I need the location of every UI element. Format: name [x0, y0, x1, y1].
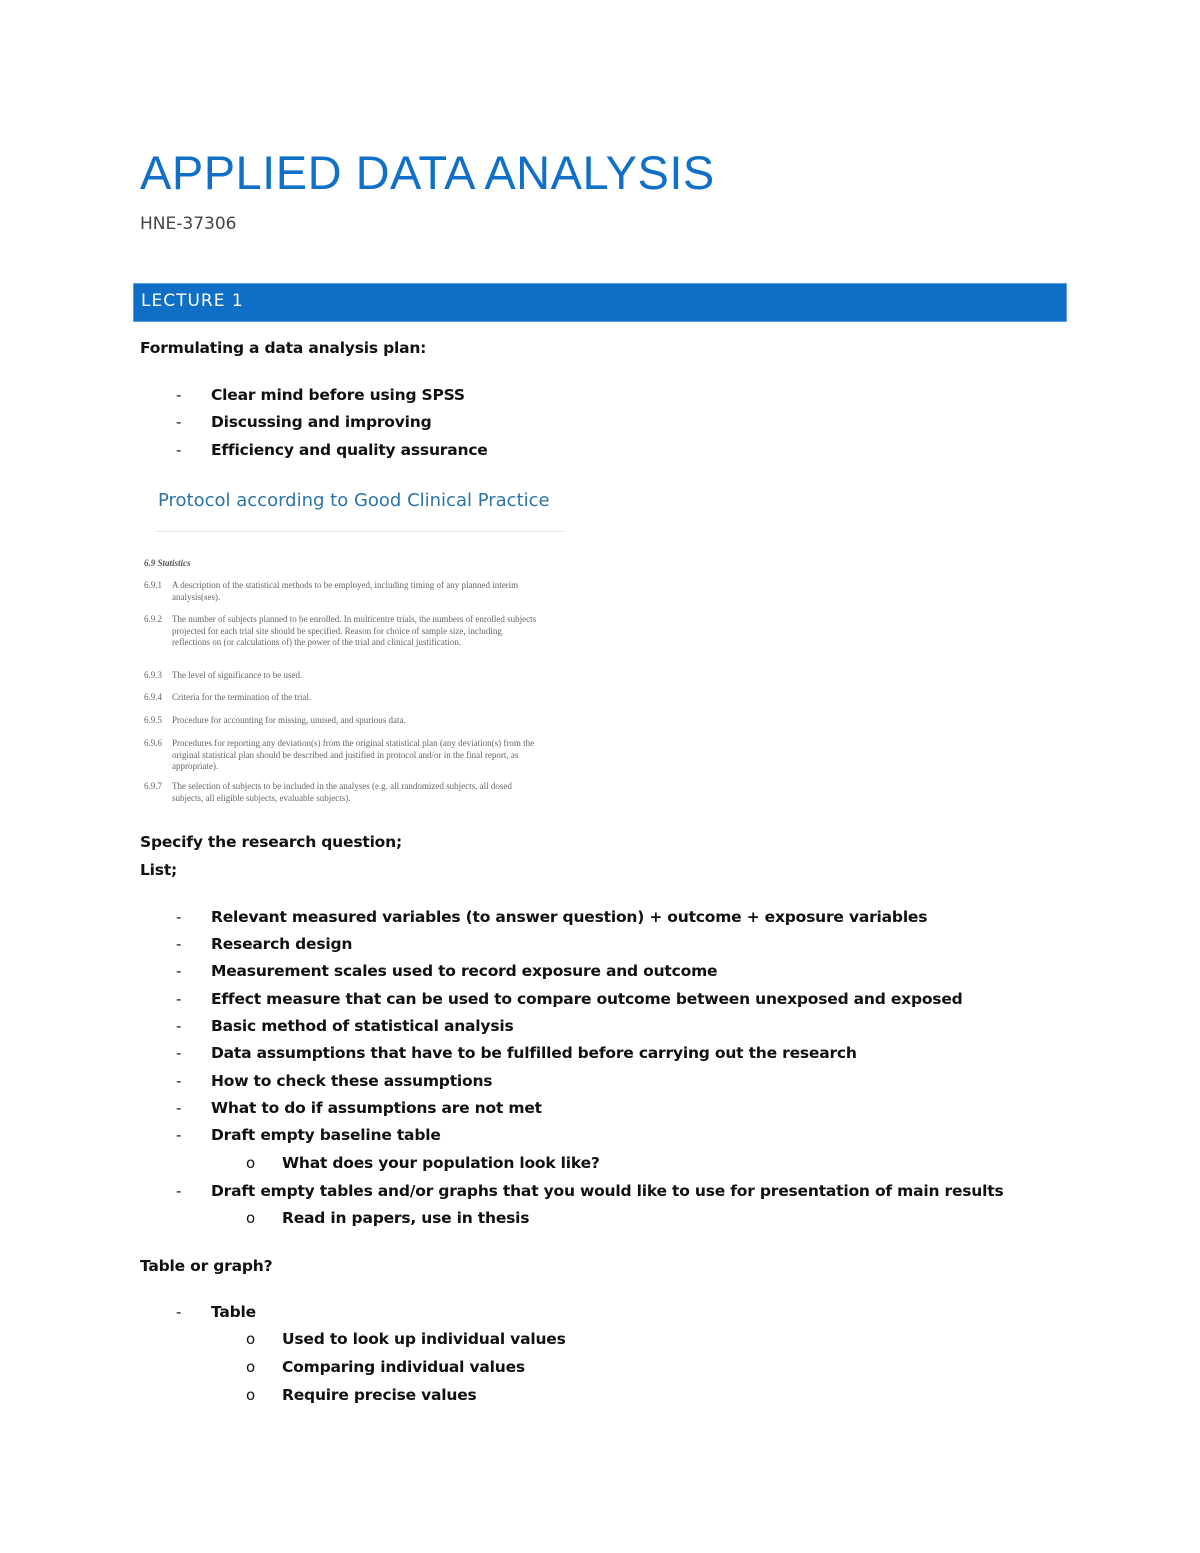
section-heading: LECTURE 1	[141, 291, 244, 311]
dash-bullet-icon: -	[176, 908, 182, 926]
plan-intro: Formulating a data analysis plan:	[140, 339, 427, 357]
statistics-heading: 6.9 Statistics	[144, 558, 191, 568]
list-item: Effect measure that can be used to compare outcome between unexposed and exposed	[211, 990, 963, 1008]
dash-bullet-icon: -	[176, 1072, 182, 1090]
list-item: How to check these assumptions	[211, 1072, 493, 1090]
dash-bullet-icon: -	[176, 1126, 182, 1144]
list-item: Measurement scales used to record exposure and outcome	[211, 962, 718, 980]
sub-list-item: Used to look up individual values	[282, 1330, 566, 1348]
dash-bullet-icon: -	[176, 1303, 182, 1321]
list-item: Draft empty baseline table	[211, 1126, 441, 1144]
dash-bullet-icon: -	[176, 935, 182, 953]
sub-list-item: Read in papers, use in thesis	[282, 1209, 530, 1227]
embedded-protocol-image: Protocol according to Good Clinical Practice 6.9 Statistics 6.9.1 A description of the statistical methods to be employed, including timing of any planned interim analysis(ses). 6.9.2 The number of subjects planned to be enrolled. In multicentre trials, the numbers of enrolled subjects projected for each trial site should be specified. Reason for choice of sample size, including reflections on (or calculations of) the power of the trial and clinical justification. 6.9.3 The level of significance to be used. 6.9.4 Criteria for the termination of the trial. 6.9.5 Procedure for accounting for missing, unused, and spurious data. 6.9.6 Procedures for reporting any deviation(s) from the original statistical plan (any deviation(s) from the original statistical plan should be described and justified in protocol and/or in the final report, as appropriate). 6.9.7 The selection of subjects to be included in the analyses (e.g. all randomized subjects, all dosed subjects, all eligible subjects, evaluable subjects).	[140, 484, 565, 809]
list-item: Discussing and improving	[211, 413, 432, 431]
dash-bullet-icon: -	[176, 413, 182, 431]
circle-bullet-icon: o	[246, 1330, 256, 1348]
list-item: Data assumptions that have to be fulfilled before carrying out the research	[211, 1044, 857, 1062]
dash-bullet-icon: -	[176, 990, 182, 1008]
list-item: Relevant measured variables (to answer question) + outcome + exposure variables	[211, 908, 928, 926]
dash-bullet-icon: -	[176, 1099, 182, 1117]
circle-bullet-icon: o	[246, 1358, 256, 1376]
list-item: Table	[211, 1303, 256, 1321]
circle-bullet-icon: o	[246, 1154, 256, 1172]
course-code: HNE-37306	[140, 214, 237, 234]
list-item: What to do if assumptions are not met	[211, 1099, 542, 1117]
list-item: Basic method of statistical analysis	[211, 1017, 514, 1035]
sub-list-item: Comparing individual values	[282, 1358, 525, 1376]
dash-bullet-icon: -	[176, 386, 182, 404]
dash-bullet-icon: -	[176, 962, 182, 980]
circle-bullet-icon: o	[246, 1209, 256, 1227]
list-item: Research design	[211, 935, 353, 953]
embedded-image-title: Protocol according to Good Clinical Practice	[158, 490, 550, 511]
sub-list-item: What does your population look like?	[282, 1154, 600, 1172]
document-title: APPLIED DATA ANALYSIS	[140, 146, 715, 199]
list-item: Draft empty tables and/or graphs that you would like to use for presentation of main results	[211, 1182, 1004, 1200]
list-item: Clear mind before using SPSS	[211, 386, 465, 404]
dash-bullet-icon: -	[176, 441, 182, 459]
sub-list-item: Require precise values	[282, 1386, 477, 1404]
table-or-graph-question: Table or graph?	[140, 1257, 273, 1275]
dash-bullet-icon: -	[176, 1017, 182, 1035]
list-label: List;	[140, 861, 178, 879]
dash-bullet-icon: -	[176, 1044, 182, 1062]
list-item: Efficiency and quality assurance	[211, 441, 488, 459]
divider	[156, 531, 565, 532]
dash-bullet-icon: -	[176, 1182, 182, 1200]
section-heading-bar	[133, 283, 1067, 322]
circle-bullet-icon: o	[246, 1386, 256, 1404]
specify-research-question: Specify the research question;	[140, 833, 402, 851]
